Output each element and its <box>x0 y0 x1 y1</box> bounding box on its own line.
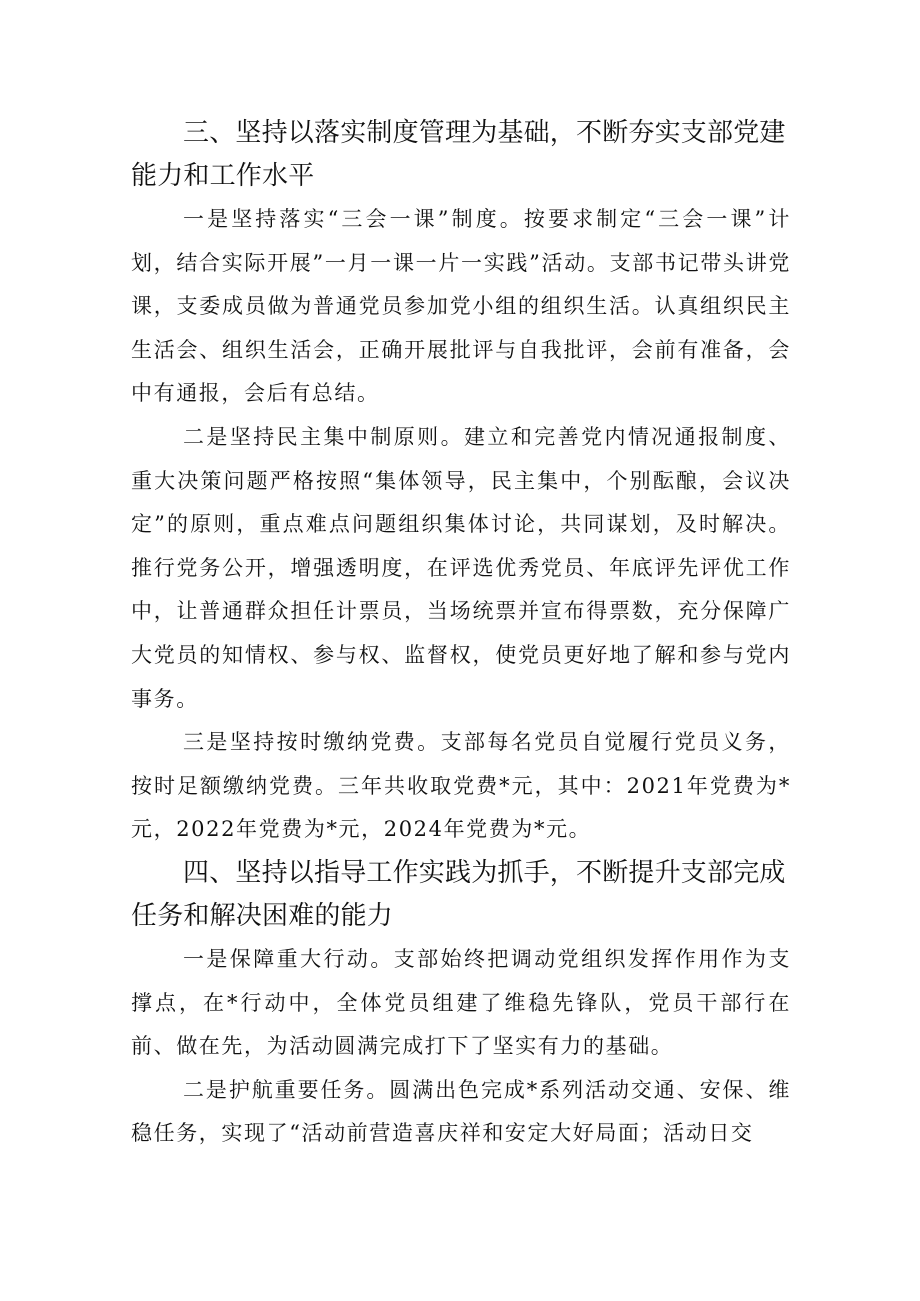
paragraph-party-dues: 三是坚持按时缴纳党费。支部每名党员自觉履行党员义务，按时足额缴纳党费。三年共收取党费*元，其中：2021年党费为*元，2022年党费为*元，2024年党费为*元。 <box>131 730 791 842</box>
section-heading-3: 三、坚持以落实制度管理为基础，不断夯实支部党建能力和工作水平 <box>131 118 786 191</box>
section-heading-4: 四、坚持以指导工作实践为抓手，不断提升支部完成任务和解决困难的能力 <box>131 857 786 931</box>
document-body <box>131 112 791 1156</box>
paragraph-democratic-centralism: 二是坚持民主集中制原则。建立和完善党内情况通报制度、重大决策问题严格按照“集体领导，民主集中，个别酝酿，会议决定”的原则，重点难点问题组织集体讨论，共同谋划，及时解决。推行党务公开，增强透明度，在评选优秀党员、年底评先评优工作中，让普通群众担任计票员，当场统票并宣布得票数，充分保障广大党员的知情权、参与权、监督权，使党员更好地了解和参与党内事务。 <box>131 424 791 711</box>
paragraph-major-operations: 一是保障重大行动。支部始终把调动党组织发挥作用作为支撑点，在*行动中，全体党员组建了维稳先锋队，党员干部行在前、做在先，为活动圆满完成打下了坚实有力的基础。 <box>131 946 791 1059</box>
paragraph-meetings: 一是坚持落实“三会一课”制度。按要求制定“三会一课”计划，结合实际开展”一月一课一片一实践”活动。支部书记带头讲党课，支委成员做为普通党员参加党小组的组织生活。认真组织民主生活会、组织生活会，正确开展批评与自我批评，会前有准备，会中有通报，会后有总结。 <box>131 207 791 406</box>
paragraph-important-tasks: 二是护航重要任务。圆满出色完成*系列活动交通、安保、维稳任务，实现了“活动前营造喜庆祥和安定大好局面；活动日交 <box>131 1077 791 1146</box>
